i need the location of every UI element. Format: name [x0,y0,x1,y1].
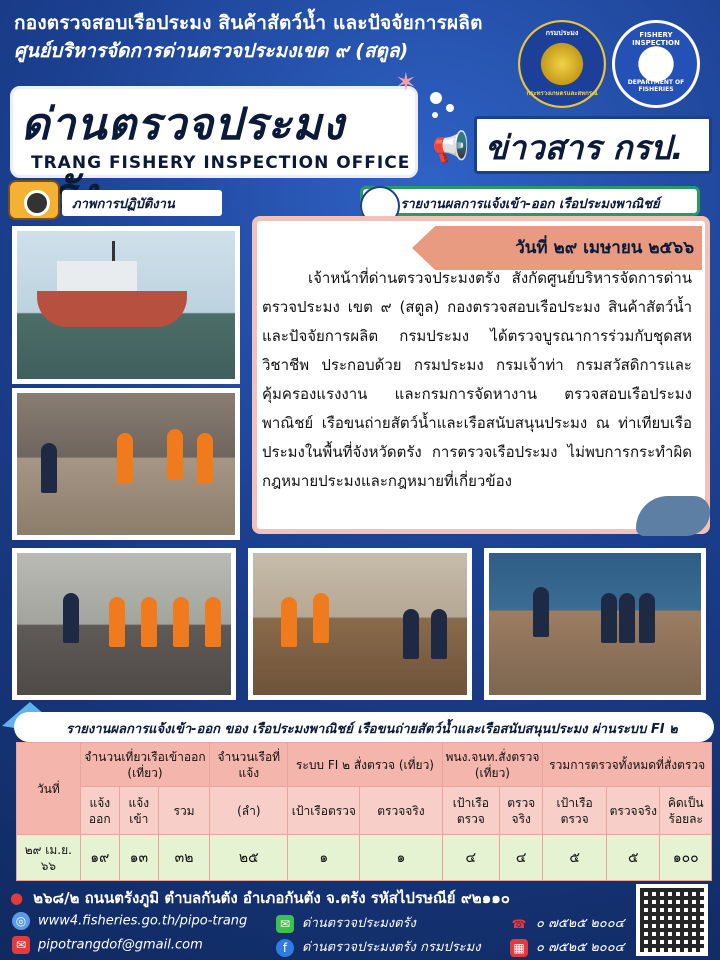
sub-sum: รวม [158,787,209,835]
row-date: ๒๙ เม.ย. ๖๖ [17,835,81,881]
row-percent: ๑๐๐ [660,835,712,881]
row-total-actual: ๕ [607,835,660,881]
fi-logo-top-text: FISHERY INSPECTION [632,31,680,47]
bubble-icon [430,92,442,104]
bubble-icon [432,112,438,118]
row-out: ๑๙ [80,835,119,881]
sub-in: แจ้งเข้า [119,787,158,835]
sub-pipo-actual: ตรวจจริง [500,787,543,835]
photo-fishing-vessel [12,226,240,384]
footer-address: ๒๖๘/๒ ถนนตรังภูมิ ตำบลกันตัง อำเภอกันตัง จ.ตรัง รหัสไปรษณีย์ ๙๒๑๑๐ [33,889,510,907]
row-pipo-target: ๔ [442,835,500,881]
sub-percent: คิดเป็นร้อยละ [660,787,712,835]
dof-logo-bottom-text: กระทรวงเกษตรและสหกรณ์ [526,90,598,97]
header-pipo: พนง.จนท.สั่งตรวจ (เที่ยว) [442,743,543,787]
fi-logo-bottom-text: DEPARTMENT OF FISHERIES [627,79,685,93]
report-label: รายงานผลการแจ้งเข้า-ออก เรือประมงพาณิชย์ [360,186,700,216]
facebook-icon: f [276,939,294,957]
office-title-english: TRANG FISHERY INSPECTION OFFICE [31,153,411,173]
whale-icon [636,496,710,536]
header-boats: จำนวนเรือที่แจ้ง [210,743,288,787]
sub-pipo-target: เป้าเรือตรวจ [442,787,500,835]
footer-phone[interactable]: ๐ ๗๕๒๕ ๒๐๐๔ [536,916,625,931]
qr-code[interactable] [636,884,708,956]
starfish-icon: ✶ [395,68,417,98]
inspection-stats-table [16,742,712,881]
facebook-contact[interactable] [276,936,481,957]
footer-website[interactable]: www4.fisheries.go.th/pipo-trang [38,913,248,929]
photo-document-check [248,548,472,700]
table-row [17,835,712,881]
photo-crew-lineup [12,548,236,700]
email-contact[interactable] [12,936,203,954]
activity-label: ภาพการปฏิบัติงาน [62,190,222,216]
bubble-icon [446,104,454,112]
website-contact[interactable] [12,912,247,930]
fishery-inspection-logo [612,20,700,108]
photo-crew-inspection [12,388,240,540]
phone-contact[interactable] [510,912,625,933]
location-pin-icon: ● [10,889,24,907]
header-total: รวมการตรวจทั้งหมดที่สั่งตรวจ [543,743,712,787]
header-line-2: ศูนย์บริหารจัดการด่านตรวจประมงเขต ๙ (สตูล) [14,40,409,62]
dof-logo-top-text: กรมประมง [545,29,579,37]
table-banner: รายงานผลการแจ้งเข้า-ออก ของ เรือประมงพาณิชย์ เรือขนถ่ายสัตว์น้ำและเรือสนับสนุนประมง ผ่านระบบ FI ๒ [14,712,714,742]
news-label: ข่าวสาร กรป. [485,128,684,167]
report-date: วันที่ ๒๙ เมษายน ๒๕๖๖ [515,238,694,258]
row-sum: ๓๒ [158,835,209,881]
row-total-target: ๕ [543,835,607,881]
row-fi-target: ๑ [288,835,360,881]
office-title-box [10,86,418,178]
fax-icon: ▦ [510,939,528,957]
footer-fax[interactable]: ๐ ๗๕๒๕ ๒๐๐๔ [536,940,625,955]
line-app-icon: ✉ [276,915,294,933]
photo-officers-on-pier [484,548,706,700]
sub-fi-target: เป้าเรือตรวจ [288,787,360,835]
header-date: วันที่ [17,743,81,835]
sub-total-target: เป้าเรือตรวจ [543,787,607,835]
office-title-thai: ด่านตรวจประมง [21,99,345,150]
row-pipo-actual: ๔ [500,835,543,881]
row-boats: ๒๕ [210,835,288,881]
camera-icon [8,180,60,220]
sub-out: แจ้งออก [80,787,119,835]
phone-icon: ☎ [511,916,527,931]
sub-fi-actual: ตรวจจริง [360,787,442,835]
globe-icon: ◎ [12,912,30,930]
line-contact[interactable] [276,912,416,933]
footer-email[interactable]: pipotrangdof@gmail.com [38,937,203,953]
report-body: เจ้าหน้าที่ด่านตรวจประมงตรัง สังกัดศูนย์บริหารจัดการด่านตรวจประมง เขต ๙ (สตูล) กองตรวจสอบเรือประมง สินค้าสัตว์น้ำ และปัจจัยการผลิต กรมประมง ได้ตรวจบูรณาการร่วมกับชุดสหวิชาชีพ ประกอบด้วย กรมประมง กรมเจ้าท่า กรมสวัสดิการและคุ้มครองแรงงาน และกรมการจัดหางาน ตรวจสอบเรือประมงพาณิชย์ เรือขนถ่ายสัตว์น้ำและเรือสนับสนุนประมง ณ ท่าเทียบเรือประมงในพื้นที่จังหวัดตรัง การตรวจเรือประมง ไม่พบการกระทำผิดกฎหมายประมงและกฎหมายที่เกี่ยวข้อง [262,269,692,490]
footer-address-line [10,886,630,910]
footer-line[interactable]: ด่านตรวจประมงตรัง [302,916,416,931]
dof-logo [518,20,606,108]
megaphone-icon: 📢 [432,130,470,165]
sub-total-actual: ตรวจจริง [607,787,660,835]
email-icon: ✉ [12,936,30,954]
row-in: ๑๓ [119,835,158,881]
header-fi2: ระบบ FI ๒ สั่งตรวจ (เที่ยว) [288,743,442,787]
news-label-box [474,116,712,174]
sub-unit: (ลำ) [210,787,288,835]
footer-facebook[interactable]: ด่านตรวจประมงตรัง กรมประมง [302,940,481,955]
header-line-1: กองตรวจสอบเรือประมง สินค้าสัตว์น้ำ และปัจจัยการผลิต [14,12,483,34]
fax-contact[interactable] [510,936,625,957]
row-fi-actual: ๑ [360,835,442,881]
header-trips: จำนวนเที่ยวเรือเข้าออก (เที่ยว) [80,743,210,787]
